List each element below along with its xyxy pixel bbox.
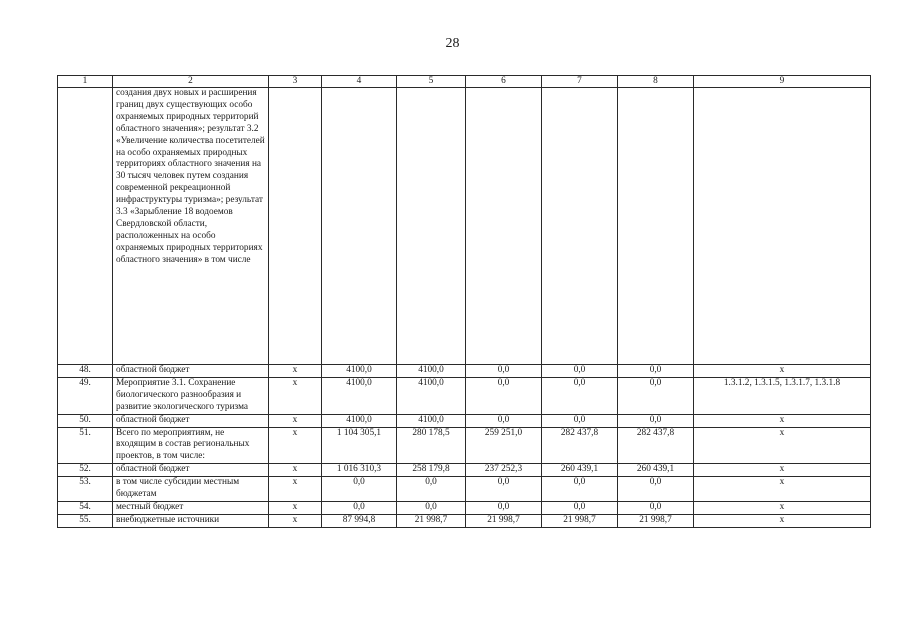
cell-col5: 0,0 bbox=[397, 477, 466, 502]
row-description: областной бюджет bbox=[113, 365, 269, 378]
table-row bbox=[58, 501, 871, 514]
cell-col9 bbox=[694, 88, 871, 365]
cell-col4: 0,0 bbox=[322, 501, 397, 514]
column-header: 7 bbox=[542, 76, 618, 88]
table-row bbox=[58, 427, 871, 464]
cell-col6: 0,0 bbox=[466, 414, 542, 427]
cell-col7: 282 437,8 bbox=[542, 427, 618, 464]
table-row bbox=[58, 88, 871, 365]
cell-col8: 0,0 bbox=[618, 414, 694, 427]
cell-col5 bbox=[397, 88, 466, 365]
cell-col3: х bbox=[269, 427, 322, 464]
row-number: 50. bbox=[58, 414, 113, 427]
row-number: 54. bbox=[58, 501, 113, 514]
cell-col3: х bbox=[269, 514, 322, 527]
column-header: 1 bbox=[58, 76, 113, 88]
cell-col7: 0,0 bbox=[542, 477, 618, 502]
cell-col6: 259 251,0 bbox=[466, 427, 542, 464]
cell-col8: 0,0 bbox=[618, 377, 694, 414]
cell-col9: х bbox=[694, 427, 871, 464]
table-row bbox=[58, 514, 871, 527]
row-description: областной бюджет bbox=[113, 464, 269, 477]
column-header: 8 bbox=[618, 76, 694, 88]
cell-col6: 0,0 bbox=[466, 501, 542, 514]
column-header: 4 bbox=[322, 76, 397, 88]
cell-col6: 0,0 bbox=[466, 477, 542, 502]
cell-col8: 260 439,1 bbox=[618, 464, 694, 477]
cell-col9: 1.3.1.2, 1.3.1.5, 1.3.1.7, 1.3.1.8 bbox=[694, 377, 871, 414]
row-description: создания двух новых и расширения границ двух существующих особо охраняемых природных территорий областного значения»; результат 3.2 «Увеличение количества посетителей на особо охраняемых природных территориях областного значения на 30 тысяч человек путем создания современной рекреационной инфраструктуры туризма»; результат 3.3 «Зарыбление 18 водоемов Свердловской области, расположенных на особо охраняемых природных территориях областного значения» в том числе bbox=[113, 88, 269, 365]
cell-col7: 0,0 bbox=[542, 377, 618, 414]
cell-col4: 4100,0 bbox=[322, 365, 397, 378]
cell-col9: х bbox=[694, 477, 871, 502]
cell-col5: 21 998,7 bbox=[397, 514, 466, 527]
table-row bbox=[58, 464, 871, 477]
cell-col6: 0,0 bbox=[466, 377, 542, 414]
cell-col9: х bbox=[694, 464, 871, 477]
column-header: 3 bbox=[269, 76, 322, 88]
cell-col5: 4100,0 bbox=[397, 377, 466, 414]
cell-col7: 0,0 bbox=[542, 414, 618, 427]
cell-col9: х bbox=[694, 365, 871, 378]
cell-col4: 4100,0 bbox=[322, 377, 397, 414]
column-header: 9 bbox=[694, 76, 871, 88]
page-number: 28 bbox=[445, 36, 460, 51]
row-description: Мероприятие 3.1. Сохранение биологического разнообразия и развитие экологического туризма bbox=[113, 377, 269, 414]
row-description: внебюджетные источники bbox=[113, 514, 269, 527]
cell-col6: 21 998,7 bbox=[466, 514, 542, 527]
cell-col6: 0,0 bbox=[466, 365, 542, 378]
cell-col5: 0,0 bbox=[397, 501, 466, 514]
cell-col5: 4100,0 bbox=[397, 365, 466, 378]
cell-col9: х bbox=[694, 414, 871, 427]
table-row bbox=[58, 365, 871, 378]
cell-col8: 0,0 bbox=[618, 477, 694, 502]
row-description: в том числе субсидии местным бюджетам bbox=[113, 477, 269, 502]
row-description: местный бюджет bbox=[113, 501, 269, 514]
cell-col7: 0,0 bbox=[542, 501, 618, 514]
cell-col6 bbox=[466, 88, 542, 365]
cell-col4: 87 994,8 bbox=[322, 514, 397, 527]
row-number: 52. bbox=[58, 464, 113, 477]
column-header: 2 bbox=[113, 76, 269, 88]
cell-col7: 0,0 bbox=[542, 365, 618, 378]
cell-col3: х bbox=[269, 414, 322, 427]
row-number: 49. bbox=[58, 377, 113, 414]
cell-col9: х bbox=[694, 501, 871, 514]
budget-table bbox=[57, 75, 871, 528]
cell-col4: 1 104 305,1 bbox=[322, 427, 397, 464]
cell-col7 bbox=[542, 88, 618, 365]
table-row bbox=[58, 414, 871, 427]
row-description: областной бюджет bbox=[113, 414, 269, 427]
cell-col3: х bbox=[269, 365, 322, 378]
cell-col8: 21 998,7 bbox=[618, 514, 694, 527]
cell-col3: х bbox=[269, 501, 322, 514]
cell-col4: 1 016 310,3 bbox=[322, 464, 397, 477]
column-header: 6 bbox=[466, 76, 542, 88]
cell-col4: 4100,0 bbox=[322, 414, 397, 427]
cell-col5: 258 179,8 bbox=[397, 464, 466, 477]
table-header-row bbox=[58, 76, 871, 88]
cell-col5: 4100,0 bbox=[397, 414, 466, 427]
row-number: 51. bbox=[58, 427, 113, 464]
cell-col3: х bbox=[269, 464, 322, 477]
cell-col6: 237 252,3 bbox=[466, 464, 542, 477]
cell-col5: 280 178,5 bbox=[397, 427, 466, 464]
column-header: 5 bbox=[397, 76, 466, 88]
cell-col3: х bbox=[269, 377, 322, 414]
cell-col3: х bbox=[269, 477, 322, 502]
row-number: 53. bbox=[58, 477, 113, 502]
table-row bbox=[58, 477, 871, 502]
cell-col9: х bbox=[694, 514, 871, 527]
row-number: 55. bbox=[58, 514, 113, 527]
cell-col7: 21 998,7 bbox=[542, 514, 618, 527]
cell-col8: 0,0 bbox=[618, 365, 694, 378]
cell-col8: 282 437,8 bbox=[618, 427, 694, 464]
cell-col4 bbox=[322, 88, 397, 365]
cell-col8 bbox=[618, 88, 694, 365]
row-number: 48. bbox=[58, 365, 113, 378]
cell-col8: 0,0 bbox=[618, 501, 694, 514]
table-row bbox=[58, 377, 871, 414]
cell-col3 bbox=[269, 88, 322, 365]
row-number bbox=[58, 88, 113, 365]
row-description: Всего по мероприятиям, не входящим в состав региональных проектов, в том числе: bbox=[113, 427, 269, 464]
cell-col7: 260 439,1 bbox=[542, 464, 618, 477]
cell-col4: 0,0 bbox=[322, 477, 397, 502]
